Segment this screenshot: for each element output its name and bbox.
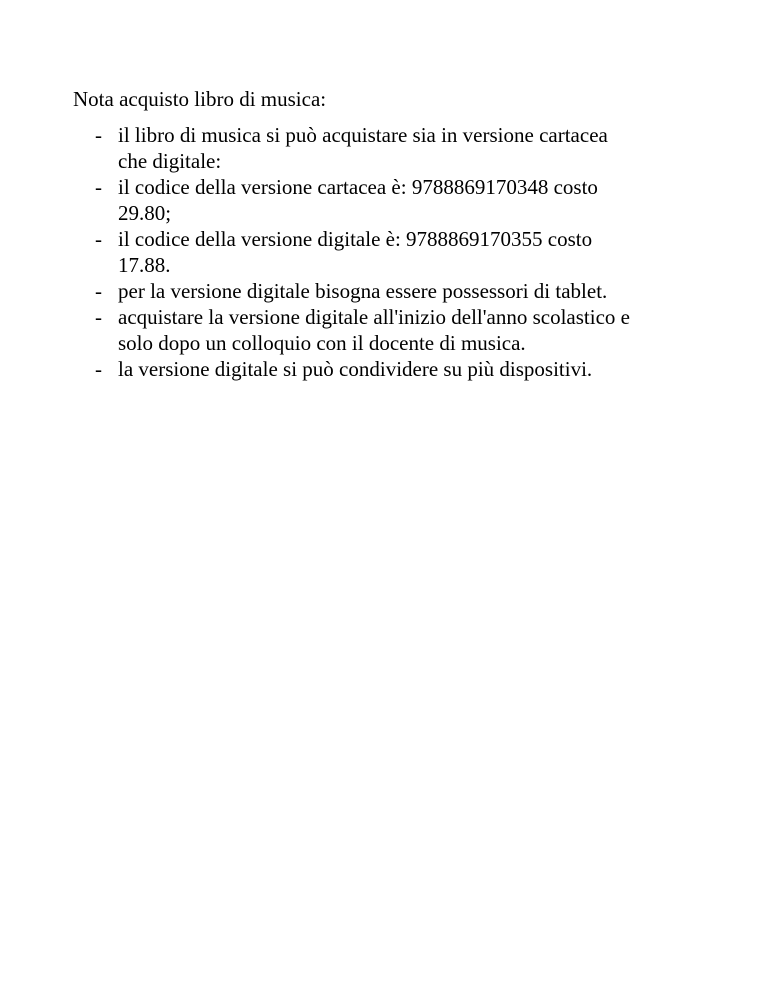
- bullet-dash: -: [95, 357, 102, 381]
- list-item-line: che digitale:: [118, 149, 222, 173]
- list-item-line: il codice della versione cartacea è: 9788869170348 costo: [118, 175, 598, 199]
- bullet-dash: -: [95, 123, 102, 147]
- list-item: [95, 226, 705, 278]
- list-item-line: il libro di musica si può acquistare sia in versione cartacea: [118, 123, 608, 147]
- list-item-line: per la versione digitale bisogna essere possessori di tablet.: [118, 279, 608, 303]
- note-title: Nota acquisto libro di musica:: [73, 87, 327, 111]
- list-item-line: il codice della versione digitale è: 9788869170355 costo: [118, 227, 593, 251]
- list-item: [95, 278, 705, 304]
- list-item-line: la versione digitale si può condividere su più dispositivi.: [118, 357, 593, 381]
- bullet-dash: -: [95, 279, 102, 303]
- list-item: [95, 356, 705, 382]
- bullet-dash: -: [95, 227, 102, 251]
- list-item-line: 29.80;: [118, 201, 172, 225]
- list-item-line: acquistare la versione digitale all'inizio dell'anno scolastico e: [118, 305, 630, 329]
- list-item: [95, 174, 705, 226]
- bullet-dash: -: [95, 305, 102, 329]
- list-item-line: 17.88.: [118, 253, 171, 277]
- list-item: [95, 122, 705, 174]
- bullet-dash: -: [95, 175, 102, 199]
- note-list: [95, 122, 705, 382]
- list-item-line: solo dopo un colloquio con il docente di musica.: [118, 331, 526, 355]
- list-item: [95, 304, 705, 356]
